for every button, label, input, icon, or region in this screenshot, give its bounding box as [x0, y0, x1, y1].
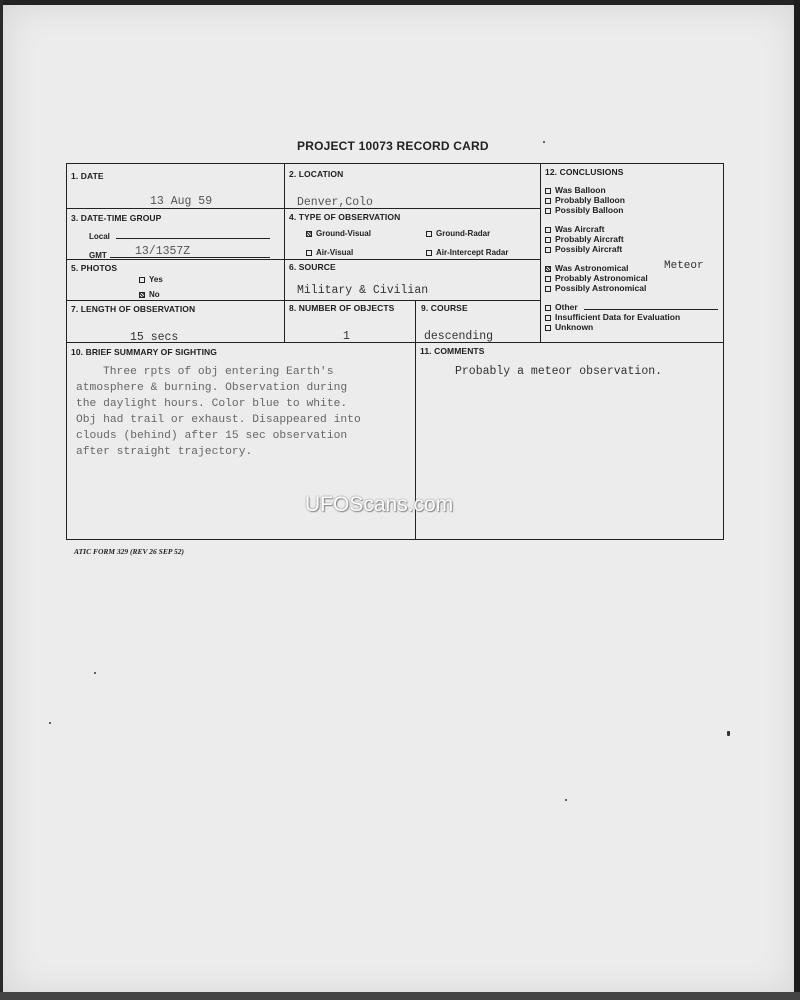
conclusion-was-balloon[interactable]: [545, 185, 606, 195]
checkbox-icon: [545, 237, 551, 243]
conclusion-label: Was Astronomical: [555, 263, 629, 273]
source-value: Military & Civilian: [297, 284, 429, 297]
conclusion-label: Probably Balloon: [555, 195, 625, 205]
local-label: Local: [89, 232, 110, 241]
hline-row3: [67, 300, 540, 301]
location-label: 2. LOCATION: [289, 169, 344, 179]
photos-yes-label: Yes: [149, 275, 163, 284]
checkbox-icon: [545, 188, 551, 194]
conclusion-probably-balloon[interactable]: [545, 195, 625, 205]
conclusion-was-aircraft[interactable]: [545, 224, 604, 234]
summary-line: after straight trajectory.: [76, 446, 253, 458]
checkbox-icon: [545, 276, 551, 282]
scan-speck: [543, 141, 545, 143]
option-ground-visual[interactable]: [306, 229, 371, 238]
length-of-observation-value: 15 secs: [130, 331, 179, 344]
scan-edge-top: [0, 0, 800, 5]
scan-edge-bottom: [0, 992, 800, 1000]
option-air-intercept-radar-label: Air-Intercept Radar: [436, 248, 509, 257]
conclusion-label: Possibly Balloon: [555, 205, 624, 215]
hline-row2: [67, 259, 540, 260]
length-of-observation-label: 7. LENGTH OF OBSERVATION: [71, 304, 196, 314]
vline-col3: [540, 164, 541, 342]
conclusion-possibly-aircraft[interactable]: [545, 244, 622, 254]
conclusion-was-astronomical[interactable]: [545, 263, 629, 273]
summary-line: the daylight hours. Color blue to white.: [76, 398, 348, 410]
photos-yes[interactable]: [139, 275, 163, 284]
option-air-intercept-radar[interactable]: [426, 248, 508, 257]
date-time-group-label: 3. DATE-TIME GROUP: [71, 213, 162, 223]
photos-no[interactable]: [139, 290, 160, 299]
conclusion-unknown[interactable]: [545, 322, 593, 332]
checkbox-icon: [545, 227, 551, 233]
checkbox-icon: [545, 325, 551, 331]
checkbox-icon: [545, 247, 551, 253]
checkbox-checked-icon: [545, 266, 551, 272]
conclusion-label: Possibly Aircraft: [555, 244, 623, 254]
scan-speck: [49, 722, 51, 724]
conclusion-insufficient-data[interactable]: [545, 312, 680, 322]
conclusion-other[interactable]: [545, 302, 578, 312]
conclusion-label: Unknown: [555, 322, 594, 332]
watermark: UFOScans.com: [305, 493, 454, 516]
conclusion-possibly-astronomical[interactable]: [545, 283, 646, 293]
conclusion-label: Possibly Astronomical: [555, 283, 647, 293]
conclusion-label: Probably Aircraft: [555, 234, 624, 244]
conclusion-label: Probably Astronomical: [555, 273, 648, 283]
conclusion-probably-aircraft[interactable]: [545, 234, 624, 244]
checkbox-icon: [545, 198, 551, 204]
vline-col1: [284, 164, 285, 342]
summary-line: clouds (behind) after 15 sec observation: [76, 430, 348, 442]
local-underline: [116, 238, 270, 239]
other-underline: [584, 309, 718, 310]
course-value: descending: [424, 330, 494, 343]
conclusions-label: 12. CONCLUSIONS: [545, 167, 624, 177]
checkbox-checked-icon: [306, 231, 312, 237]
conclusion-label: Insufficient Data for Evaluation: [555, 312, 681, 322]
checkbox-icon: [306, 250, 312, 256]
option-air-visual-label: Air-Visual: [316, 248, 354, 257]
option-ground-radar-label: Ground-Radar: [436, 229, 491, 238]
number-of-objects-label: 8. NUMBER OF OBJECTS: [289, 303, 395, 313]
scan-speck: [565, 799, 567, 801]
conclusion-probably-astronomical[interactable]: [545, 273, 648, 283]
course-label: 9. COURSE: [421, 303, 468, 313]
type-of-observation-label: 4. TYPE OF OBSERVATION: [289, 212, 401, 222]
option-ground-radar[interactable]: [426, 229, 490, 238]
scan-speck: [94, 672, 96, 674]
astronomical-note: Meteor: [664, 260, 704, 272]
card-title: PROJECT 10073 RECORD CARD: [297, 139, 489, 153]
conclusion-label: Was Balloon: [555, 185, 606, 195]
date-value: 13 Aug 59: [150, 195, 213, 208]
checkbox-icon: [426, 250, 432, 256]
summary-line: Three rpts of obj entering Earth's: [103, 366, 334, 378]
checkbox-icon: [545, 208, 551, 214]
summary-line: Obj had trail or exhaust. Disappeared into: [76, 414, 361, 426]
date-label: 1. DATE: [71, 171, 104, 181]
option-air-visual[interactable]: [306, 248, 353, 257]
checkbox-icon: [426, 231, 432, 237]
option-ground-visual-label: Ground-Visual: [316, 229, 371, 238]
scan-edge-left: [0, 0, 3, 1000]
brief-summary-text: [76, 364, 406, 460]
checkbox-icon: [545, 286, 551, 292]
gmt-label: GMT: [89, 251, 107, 260]
location-value: Denver,Colo: [297, 196, 373, 209]
number-of-objects-value: 1: [343, 330, 350, 343]
checkbox-icon: [139, 277, 145, 283]
checkbox-icon: [545, 315, 551, 321]
gmt-value: 13/1357Z: [135, 245, 191, 258]
scan-speck: [727, 731, 730, 736]
conclusion-label: Other: [555, 302, 578, 312]
brief-summary-label: 10. BRIEF SUMMARY OF SIGHTING: [71, 347, 217, 357]
scan-edge-right: [794, 0, 800, 1000]
comments-value: Probably a meteor observation.: [455, 365, 663, 378]
photos-no-label: No: [149, 290, 160, 299]
source-label: 6. SOURCE: [289, 262, 336, 272]
conclusion-label: Was Aircraft: [555, 224, 605, 234]
form-footer: ATIC FORM 329 (REV 26 SEP 52): [74, 547, 185, 556]
comments-label: 11. COMMENTS: [420, 346, 485, 356]
checkbox-icon: [545, 305, 551, 311]
conclusion-possibly-balloon[interactable]: [545, 205, 624, 215]
summary-line: atmosphere & burning. Observation during: [76, 382, 348, 394]
photos-label: 5. PHOTOS: [71, 263, 118, 273]
checkbox-checked-icon: [139, 292, 145, 298]
